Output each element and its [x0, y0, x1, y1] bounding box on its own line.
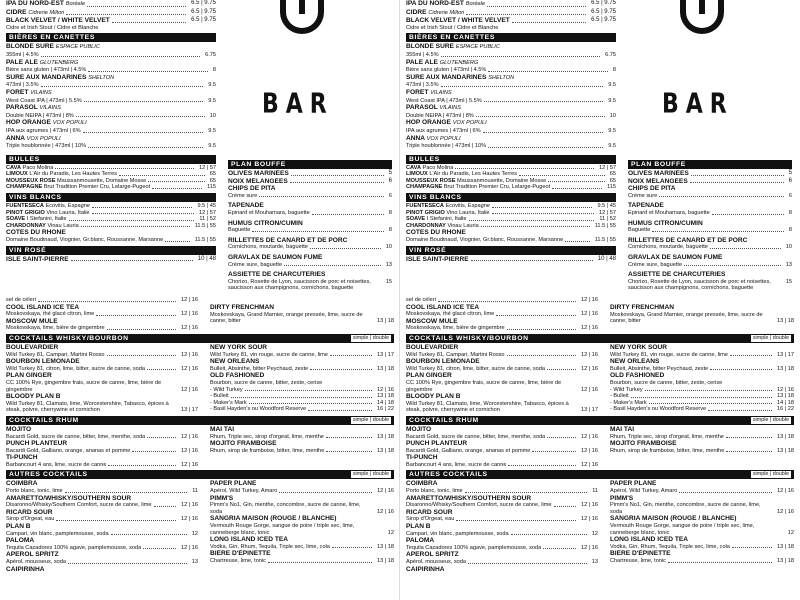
list-item: BLACK VELVET / WHITE VELVET 6.5 | 9.75 Cidre et Irish Stout / Cidre et Blanche: [406, 17, 616, 31]
logo-word: BAR: [662, 88, 734, 121]
list-item: CHAMPAGNE Brut Tradition Premier Cru, Lelarge-Pugeot 115: [406, 184, 616, 191]
list-item: PALOMA Tequila Cazadores 100% agave, pamplemousse, soda 12 | 16: [6, 537, 198, 551]
list-item: FORÊT VILAINS West Coast IPA | 473ml | 5.5% 9.5: [6, 88, 216, 104]
list-item: NEW YORK SOUR Wild Turkey 81, vin rouge, sucre de canne, lime 13 | 17: [610, 343, 794, 358]
list-item: PALE ALE GLUTENBERG Bière sans gluten | 473ml | 4.5% 8: [6, 58, 216, 74]
list-item: LIMOUX L'Air du Paradis, Les Hautes Terres 65: [6, 171, 216, 178]
list-item: COIMBRA Porto blanc, tonic, lime 11: [406, 480, 598, 495]
section-header-rose: VIN ROSÉ: [406, 246, 616, 255]
list-item: CAIPIRINHA: [6, 565, 45, 573]
section-header-cans: BIÈRES EN CANETTES: [406, 33, 616, 42]
list-item: IPA DU NORD-EST Boréale 6.5 | 9.75: [406, 0, 616, 7]
list-item: - Basil Hayden's ou Woodford Reserve 16 | 22: [210, 406, 394, 413]
list-item: BLOODY PLAN B Wild Turkey 81, Clamato, lime, Worcestershire, Tabasco, épices à steak, poivre, cherrywine et cornichon 13 | 17: [406, 393, 598, 414]
list-item: PAPER PLANE Apérol, Wild Turkey, Amaro 12 | 16: [610, 480, 794, 495]
list-item: CHARDONNAY Vinau Lauria 11.5 | 55: [406, 222, 616, 229]
list-item: GRAVLAX DE SAUMON FUMÉ Crème sure, baguette 13: [628, 253, 792, 268]
list-item: BIÈRE D'ÉPINETTE Chartreuse, lime, tonic 13 | 18: [610, 550, 794, 564]
list-item: PLAN GINGER CC 100% Rye, gingembre frais, sucre de canne, lime, bière de gingembre 12 | 16: [6, 372, 198, 393]
list-item: OLIVES MARINÉES 5: [628, 170, 792, 177]
list-item: COOL ISLAND ICE TEA Moskovskaya, thé glacé citron, lime 12 | 16: [6, 303, 198, 318]
list-item: BOULEVARDIER Wild Turkey 81, Campari, Martini Rosso 12 | 16: [6, 343, 198, 358]
section-header-autres: AUTRES COCKTAILS simple | double: [6, 470, 394, 479]
section-header-bouffe: PLAN BOUFFE: [228, 160, 392, 169]
list-item: TAPENADE Épinard et Mouhamara, baguette 8: [628, 202, 792, 216]
list-item: PIMM'S Pimm's No1, Gin, menthe, concombre, sucre de canne, lime, soda 12 | 16: [210, 494, 394, 515]
list-item: - Bulleit 13 | 18: [610, 393, 794, 400]
list-item: BLOODY PLAN B Wild Turkey 81, Clamato, lime, Worcestershire, Tabasco, épices à steak, poivre, cherrywine et cornichon 13 | 17: [6, 393, 198, 414]
list-item: PAPER PLANE Apérol, Wild Turkey, Amaro 12 | 16: [210, 480, 394, 495]
list-item: CHARDONNAY Vinau Lauria 11.5 | 55: [6, 222, 216, 229]
list-item: CHAMPAGNE Brut Tradition Premier Cru, Lelarge-Pugeot 115: [6, 184, 216, 191]
list-item: BIÈRE D'ÉPINETTE Chartreuse, lime, tonic 13 | 18: [210, 550, 394, 564]
section-header-bulles: BULLES: [406, 155, 616, 164]
logo-letter-b: [680, 0, 724, 34]
list-item: AMARETTO/WHISKY/SOUTHERN SOUR Disaronno/Whisky/Southern Comfort, sucre de canne, lime 12 | 16: [406, 494, 598, 509]
section-header-cans: BIÈRES EN CANETTES: [6, 33, 216, 42]
list-item: CIDRE Cidrerie Milton 6.5 | 9.75: [6, 8, 216, 16]
list-item: SÛRE AUX MANDARINES SHELTON 473ml | 3.5% 9.5: [406, 73, 616, 89]
section-header-whisky: COCKTAILS WHISKY/BOURBON simple | double: [6, 334, 394, 343]
list-item: MOJITO FRAMBOISE Rhum, sirop de framboise, bitter, lime, menthe 13 | 18: [210, 440, 394, 454]
list-item: OLIVES MARINÉES 5: [228, 170, 392, 177]
list-item: MOJITO Bacardi Gold, sucre de canne, bitter, lime, menthe, soda 12 | 16: [406, 425, 598, 440]
list-item: OLD FASHIONED Bourbon, sucre de canne, bitter, zeste, cerise: [610, 372, 723, 386]
list-item: NEW ORLEANS Bulleit, Absinthe, bitter Peychaud, zeste 13 | 18: [610, 358, 794, 372]
list-item: HOP ORANGE VOX POPULI IPA aux agrumes | 473ml | 6% 9.5: [406, 119, 616, 134]
list-item: SANGRIA MAISON (ROUGE / BLANCHE) Vermouth Rouge Gorge, sangue de poire / triple sec, lime, canneberge blanc, tonic 12: [210, 515, 394, 536]
list-item: ANNA VOX POPULI Triple houblonnée | 473ml | 10% 9.5: [6, 134, 216, 150]
section-header-rhum: COCKTAILS RHUM simple | double: [6, 416, 394, 425]
column-drinks: [6, 0, 216, 263]
list-item: PLAN B Campari, vin blanc, pamplemousse, soda 12: [6, 523, 198, 537]
list-item: - Wild Turkey 12 | 16: [610, 386, 794, 393]
list-item: ANNA VOX POPULI Triple houblonnée | 473ml | 10% 9.5: [406, 134, 616, 150]
list-item: LIMOUX L'Air du Paradis, Les Hautes Terres 65: [406, 171, 616, 178]
list-item: PLAN GINGER CC 100% Rye, gingembre frais, sucre de canne, lime, bière de gingembre 12 | 16: [406, 372, 598, 393]
list-item: CAIPIRINHA: [406, 565, 445, 573]
list-item: FUENTESECA Ecovitis, Espagne 9.5 | 45: [6, 203, 216, 210]
list-item: CÔTES DU RHÔNE Domaine Boudinaud, Viognier, Gr.blanc, Roussanne, Marsanne 11.5 | 55: [6, 229, 216, 244]
list-item: - Maker's Mark 14 | 18: [210, 399, 394, 406]
list-item: AMARETTO/WHISKY/SOUTHERN SOUR Disaronno/Whisky/Southern Comfort, sucre de canne, lime 12 | 16: [6, 494, 198, 509]
list-item: FUENTESECA Ecovitis, Espagne 9.5 | 45: [406, 203, 616, 210]
list-item: BOURBON LEMONADE Wild Turkey 81, citron, lime, bitter, sucre de canne, soda 12 | 16: [6, 358, 198, 372]
list-item: SANGRIA MAISON (ROUGE / BLANCHE) Vermouth Rouge Gorge, sangue de poire / triple sec, lime, canneberge blanc, tonic 12: [610, 515, 794, 536]
section-header-whisky: COCKTAILS WHISKY/BOURBON simple | double: [406, 334, 794, 343]
section-header-bulles: BULLES: [6, 155, 216, 164]
list-item: BOULEVARDIER Wild Turkey 81, Campari, Martini Rosso 12 | 16: [406, 343, 598, 358]
list-item: PARASOL VILAINS Double NEIPA | 473ml | 8% 10: [406, 104, 616, 119]
list-item: - Bulleit 13 | 18: [210, 393, 394, 400]
list-item: GRAVLAX DE SAUMON FUMÉ Crème sure, baguette 13: [228, 253, 392, 268]
list-item: PUNCH PLANTEUR Bacardi Gold, Galliano, orange, ananas et pomme 12 | 16: [406, 440, 598, 454]
list-item: NOIX MÉLANGÉES 6: [228, 177, 392, 185]
list-item: MOJITO Bacardi Gold, sucre de canne, bitter, lime, menthe, soda 12 | 16: [6, 425, 198, 440]
section-header-blancs: VINS BLANCS: [406, 193, 616, 202]
section-header-blancs: VINS BLANCS: [6, 193, 216, 202]
list-item: ISLE SAINT-PIERRE 10 | 48: [6, 255, 216, 263]
list-item: APEROL SPRITZ Apérol, mousseux, soda 13: [406, 551, 598, 565]
list-item: PALOMA Tequila Cazadores 100% agave, pamplemousse, soda 12 | 16: [406, 537, 598, 551]
list-item: HUMUS CITRON/CUMIN Baguette 8: [628, 219, 792, 234]
list-item: IPA DU NORD-EST Boréale 6.5 | 9.75: [6, 0, 216, 7]
list-item: PINOT GRIGIO Vino Lauria, Italie 12 | 57: [406, 209, 616, 216]
list-item: PALE ALE GLUTENBERG Bière sans gluten | 473ml | 4.5% 8: [406, 58, 616, 74]
column-food: [228, 158, 392, 292]
list-item: PARASOL VILAINS Double NEIPA | 473ml | 8% 10: [6, 104, 216, 119]
list-item: SÛRE AUX MANDARINES SHELTON 473ml | 3.5% 9.5: [6, 73, 216, 89]
section-header-autres: AUTRES COCKTAILS simple | double: [406, 470, 794, 479]
section-header-bouffe: PLAN BOUFFE: [628, 160, 792, 169]
list-item: sel de céleri 12 | 16: [6, 297, 198, 303]
list-item: TI-PUNCH Barbancourt 4 ans, lime, sucre de canne 12 | 16: [6, 454, 198, 468]
list-item: TI-PUNCH Barbancourt 4 ans, lime, sucre de canne 12 | 16: [406, 454, 598, 468]
list-item: CÔTES DU RHÔNE Domaine Boudinaud, Viognier, Gr.blanc, Roussanne, Marsanne 11.5 | 55: [406, 229, 616, 244]
section-header-rhum: COCKTAILS RHUM simple | double: [406, 416, 794, 425]
list-item: NOIX MÉLANGÉES 6: [628, 177, 792, 185]
list-item: BLACK VELVET / WHITE VELVET 6.5 | 9.75 Cidre et Irish Stout / Cidre et Blanche: [6, 17, 216, 31]
list-item: OLD FASHIONED Bourbon, sucre de canne, bitter, zeste, cerise: [210, 372, 323, 386]
list-item: BLONDE SÛRE ESPACE PUBLIC 355ml | 4.5% 6.75: [406, 43, 616, 58]
list-item: LONG ISLAND ICED TEA Vodka, Gin, Rhum, Tequila, Triple sec, lime, cola 13 | 18: [610, 536, 794, 550]
list-item: MOUSSEUX ROSÉ Maussanmousette, Domaine Mosse 65: [406, 177, 616, 184]
list-item: MAI TAI Rhum, Triple sec, sirop d'orgeat, lime, menthe 13 | 18: [610, 425, 794, 440]
list-item: BOURBON LEMONADE Wild Turkey 81, citron, lime, bitter, sucre de canne, soda 12 | 16: [406, 358, 598, 372]
list-item: NEW YORK SOUR Wild Turkey 81, vin rouge, sucre de canne, lime 13 | 17: [210, 343, 394, 358]
list-item: PLAN B Campari, vin blanc, pamplemousse, soda 12: [406, 523, 598, 537]
cocktail-area: [406, 297, 794, 573]
list-item: ASSIETTE DE CHARCUTERIES Chorizo, Rosette de Lyon, saucisson de porc et noisettes, saucisson aux champignons, cornichons, baguette 15: [228, 271, 392, 292]
list-item: ISLE SAINT-PIERRE 10 | 48: [406, 255, 616, 263]
list-item: DIRTY FRENCHMAN Moskovskaya, Grand Marnier, orange pressée, lime, sucre de canne, bitter 13 | 18: [210, 304, 394, 325]
list-item: ASSIETTE DE CHARCUTERIES Chorizo, Rosette de Lyon, saucisson de porc et noisettes, saucisson aux champignons, cornichons, baguette 15: [628, 271, 792, 292]
list-item: RILLETTES DE CANARD ET DE PORC Cornichons, moutarde, baguette 10: [628, 236, 792, 251]
list-item: NEW ORLEANS Bulleit, Absinthe, bitter Peychaud, zeste 13 | 18: [210, 358, 394, 372]
list-item: MOUSSEUX ROSÉ Maussanmousette, Domaine Mosse 65: [6, 177, 216, 184]
list-item: HUMUS CITRON/CUMIN Baguette 8: [228, 219, 392, 234]
list-item: CAVA Paco Molina 12 | 57: [406, 164, 616, 171]
cocktail-area: [6, 297, 394, 573]
list-item: - Maker's Mark 14 | 18: [610, 399, 794, 406]
list-item: CHIPS DE PITA Crème sure 6: [228, 185, 392, 199]
menu-page-right: [400, 0, 800, 600]
logo-word: BAR: [262, 88, 334, 121]
column-drinks: [406, 0, 616, 263]
list-item: MOJITO FRAMBOISE Rhum, sirop de framboise, bitter, lime, menthe 13 | 18: [610, 440, 794, 454]
section-header-rose: VIN ROSÉ: [6, 246, 216, 255]
list-item: - Wild Turkey 12 | 16: [210, 386, 394, 393]
list-item: RICARD SOUR Sirop d'Orgeat, eau 12 | 16: [6, 508, 198, 523]
list-item: SOAVE I Stefanini, Italie 11 | 52: [6, 216, 216, 223]
list-item: MOSCOW MULE Moskovskaya, lime, bière de gingembre 12 | 16: [406, 317, 598, 332]
list-item: PINOT GRIGIO Vino Lauria, Italie 12 | 57: [6, 209, 216, 216]
logo-letter-b: [280, 0, 324, 34]
list-item: sel de céleri 12 | 16: [406, 297, 598, 303]
column-food: [628, 158, 792, 292]
list-item: COIMBRA Porto blanc, tonic, lime 11: [6, 480, 198, 495]
list-item: BLONDE SÛRE ESPACE PUBLIC 355ml | 4.5% 6.75: [6, 43, 216, 58]
list-item: CIDRE Cidrerie Milton 6.5 | 9.75: [406, 8, 616, 16]
list-item: FORÊT VILAINS West Coast IPA | 473ml | 5.5% 9.5: [406, 88, 616, 104]
list-item: RICARD SOUR Sirop d'Orgeat, eau 12 | 16: [406, 508, 598, 523]
list-item: LONG ISLAND ICED TEA Vodka, Gin, Rhum, Tequila, Triple sec, lime, cola 13 | 18: [210, 536, 394, 550]
list-item: PUNCH PLANTEUR Bacardi Gold, Galliano, orange, ananas et pomme 12 | 16: [6, 440, 198, 454]
list-item: HOP ORANGE VOX POPULI IPA aux agrumes | 473ml | 6% 9.5: [6, 119, 216, 134]
list-item: CAVA Paco Molina 12 | 57: [6, 164, 216, 171]
list-item: MAI TAI Rhum, Triple sec, sirop d'orgeat, lime, menthe 13 | 18: [210, 425, 394, 440]
list-item: PIMM'S Pimm's No1, Gin, menthe, concombre, sucre de canne, lime, soda 12 | 16: [610, 494, 794, 515]
list-item: TAPENADE Épinard et Mouhamara, baguette 8: [228, 202, 392, 216]
list-item: MOSCOW MULE Moskovskaya, lime, bière de gingembre 12 | 16: [6, 317, 198, 332]
list-item: SOAVE I Stefanini, Italie 11 | 52: [406, 216, 616, 223]
list-item: RILLETTES DE CANARD ET DE PORC Cornichons, moutarde, baguette 10: [228, 236, 392, 251]
list-item: - Basil Hayden's ou Woodford Reserve 16 | 22: [610, 406, 794, 413]
list-item: DIRTY FRENCHMAN Moskovskaya, Grand Marnier, orange pressée, lime, sucre de canne, bitter 13 | 18: [610, 304, 794, 325]
list-item: APEROL SPRITZ Apérol, mousseux, soda 13: [6, 551, 198, 565]
list-item: COOL ISLAND ICE TEA Moskovskaya, thé glacé citron, lime 12 | 16: [406, 303, 598, 318]
list-item: CHIPS DE PITA Crème sure 6: [628, 185, 792, 199]
